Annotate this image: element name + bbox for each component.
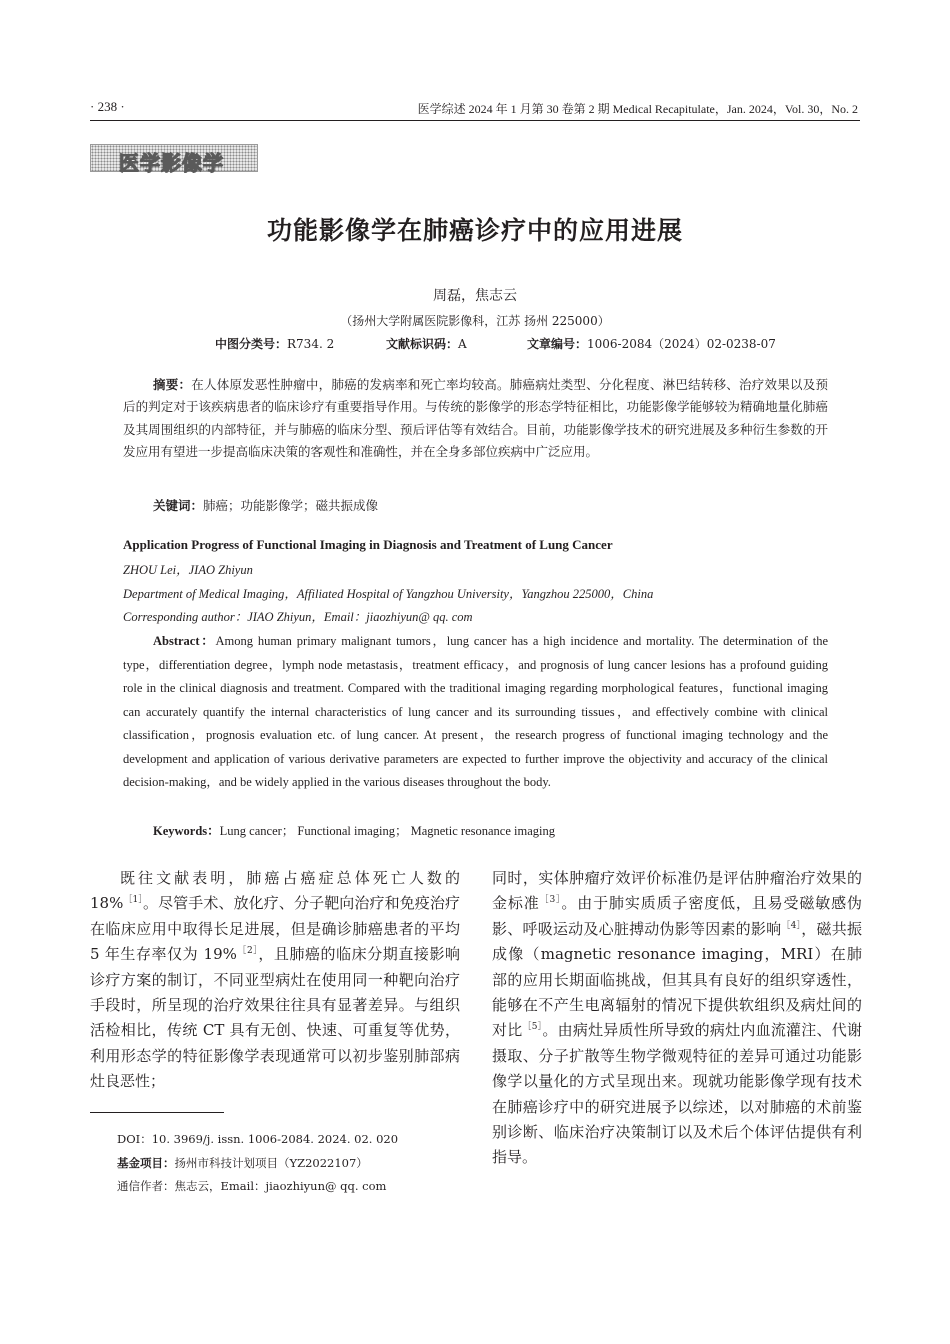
corr-label: 通信作者： <box>117 1179 175 1193</box>
chinese-abstract <box>123 374 828 464</box>
page-number: · 238 · <box>90 99 125 114</box>
intro-paragraph <box>90 866 460 1095</box>
english-authors: ZHOU Lei，JIAO Zhiyun <box>123 563 253 577</box>
clc-value: R734. 2 <box>287 337 335 351</box>
chinese-keywords <box>153 496 378 514</box>
abstract-en-text: Among human primary malignant tumors，lung cancer has a high incidence and mortality. The determination of the type，differentiation degree，lymph node metastasis，treatment efficacy，and prognosis of lung cancer lesions has a profound guiding role in the clinical diagnosis and treatment. Compared with the traditional imaging regarding morphological features，functional imaging can accurately quantify the internal characteristics of lung cancer and its surrounding tissues，and effectively combine with clinical classification，prognosis evaluation etc. of lung cancer. At present，the research progress of functional imaging technology and the development and application of various derivative parameters are expected to further improve the objectivity and accuracy of the clinical decision-making，and be widely applied in the various diseases throughout the body. <box>123 634 829 789</box>
citation-link[interactable]: ［5］ <box>522 1022 543 1033</box>
column-label-banner <box>90 144 258 175</box>
column-label: 医学影像学 <box>119 151 224 175</box>
corresponding-author: Corresponding author：JIAO Zhiyun，Email：jiaozhiyun@ qq. com <box>123 610 473 624</box>
doc-code-value: A <box>458 337 467 351</box>
citation-link[interactable]: ［3］ <box>539 895 562 906</box>
body-text: ，且肺癌的临床分期直接影响诊疗方案的制订，不同亚型病灶在使用同一种靶向治疗手段时，所呈现的治疗效果往往具有显著差异。与组织活检相比，传统 CT 具有无创、快速、可重复等优势，利用形态学的特征影像学表现通常可以初步鉴别肺部病灶良恶性； <box>90 945 460 1091</box>
header-rule <box>90 120 860 121</box>
corr-text: 焦志云，Email：jiaozhiyun@ qq. com <box>174 1179 387 1193</box>
affiliation: （扬州大学附属医院影像科，江苏 扬州 225000） <box>340 314 610 328</box>
keywords-en-text: Lung cancer； Functional imaging； Magnetic resonance imaging <box>219 824 555 838</box>
clc-number <box>215 335 334 352</box>
fund-info <box>117 1155 368 1171</box>
fund-label: 基金项目： <box>117 1156 175 1170</box>
body-text: 。尽管手术、放化疗、分子靶向治疗和免疫治疗在临床应用中取得长足进展，但是确诊肺癌患者的平均 5 年生存率仅为 19% <box>90 894 460 964</box>
body-text: 。由病灶异质性所导致的病灶内血流灌注、代谢摄取、分子扩散等生物学微观特征的差异可通过功能影像学以量化的方式呈现出来。现就功能影像学现有技术在肺癌诊疗中的研究进展予以综述，以对肺癌的术前鉴别诊断、临床治疗决策制订以及术后个体评估提供有利指导。 <box>492 1021 862 1167</box>
citation-link[interactable]: ［1］ <box>123 895 143 906</box>
article-no-value: 1006-2084（2024）02-0238-07 <box>587 337 776 351</box>
article-number <box>527 335 776 352</box>
authors: 周磊，焦志云 <box>433 288 517 304</box>
keywords-en-label: Keywords： <box>153 824 220 838</box>
article-title: 功能影像学在肺癌诊疗中的应用进展 <box>266 216 683 245</box>
keywords-cn-label: 关键词： <box>153 498 204 513</box>
footnote-rule <box>90 1112 224 1113</box>
body-text: 既往文献表明，肺癌占癌症总体死亡人数的 18% <box>90 869 460 913</box>
body-column-right <box>492 866 862 1171</box>
doc-code-label: 文献标识码： <box>386 337 459 351</box>
abstract-cn-text: 在人体原发恶性肿瘤中，肺癌的发病率和死亡率均较高。肺癌病灶类型、分化程度、淋巴结转移、治疗效果以及预后的判定对于该疾病患者的临床诊疗有重要指导作用。与传统的影像学的形态学特征相比，功能影像学能够较为精确地量化肺癌及其周围组织的内部特征，并与肺癌的临床分型、预后评估等有效结合。目前，功能影像学技术的研究进展及多种衍生参数的开发应用有望进一步提高临床决策的客观性和准确性，并在全身多部位疾病中广泛应用。 <box>123 377 828 460</box>
clc-label: 中图分类号： <box>215 337 288 351</box>
body-column-left <box>90 866 460 1095</box>
abstract-en-label: Abstract： <box>153 634 216 648</box>
abstract-cn-label: 摘要： <box>153 377 192 392</box>
body-text: ，磁共振成像（magnetic resonance imaging，MRI）在肺部的应用长期面临挑战，但其具有良好的组织穿透性，能够在不产生电离辐射的情况下提供软组织及病灶间的对比 <box>492 919 862 1040</box>
corresponding-info <box>117 1178 386 1194</box>
english-abstract <box>123 630 828 795</box>
doi: DOI：10. 3969/j. issn. 1006-2084. 2024. 02. 020 <box>117 1132 399 1146</box>
citation-link[interactable]: ［4］ <box>781 920 802 931</box>
fund-text: 扬州市科技计划项目（YZ2022107） <box>174 1156 368 1170</box>
english-title: Application Progress of Functional Imaging in Diagnosis and Treatment of Lung Cancer <box>123 537 613 552</box>
article-no-label: 文章编号： <box>527 337 588 351</box>
citation-link[interactable]: ［2］ <box>236 946 259 957</box>
journal-info: 医学综述 2024 年 1 月第 30 卷第 2 期 Medical Recapitulate，Jan. 2024，Vol. 30，No. 2 <box>417 102 858 116</box>
document-code <box>386 335 467 352</box>
english-keywords <box>153 821 555 839</box>
intro-paragraph-continued <box>492 866 862 1171</box>
english-department: Department of Medical Imaging，Affiliated Hospital of Yangzhou University，Yangzhou 225000，China <box>123 587 654 601</box>
body-text: 同时，实体肿瘤疗效评价标准仍是评估肿瘤治疗效果的金标准 <box>492 869 862 913</box>
keywords-cn-text: 肺癌；功能影像学；磁共振成像 <box>203 498 379 513</box>
body-text: 。由于肺实质质子密度低，且易受磁敏感伪影、呼吸运动及心脏搏动伪影等因素的影响 <box>492 894 862 938</box>
